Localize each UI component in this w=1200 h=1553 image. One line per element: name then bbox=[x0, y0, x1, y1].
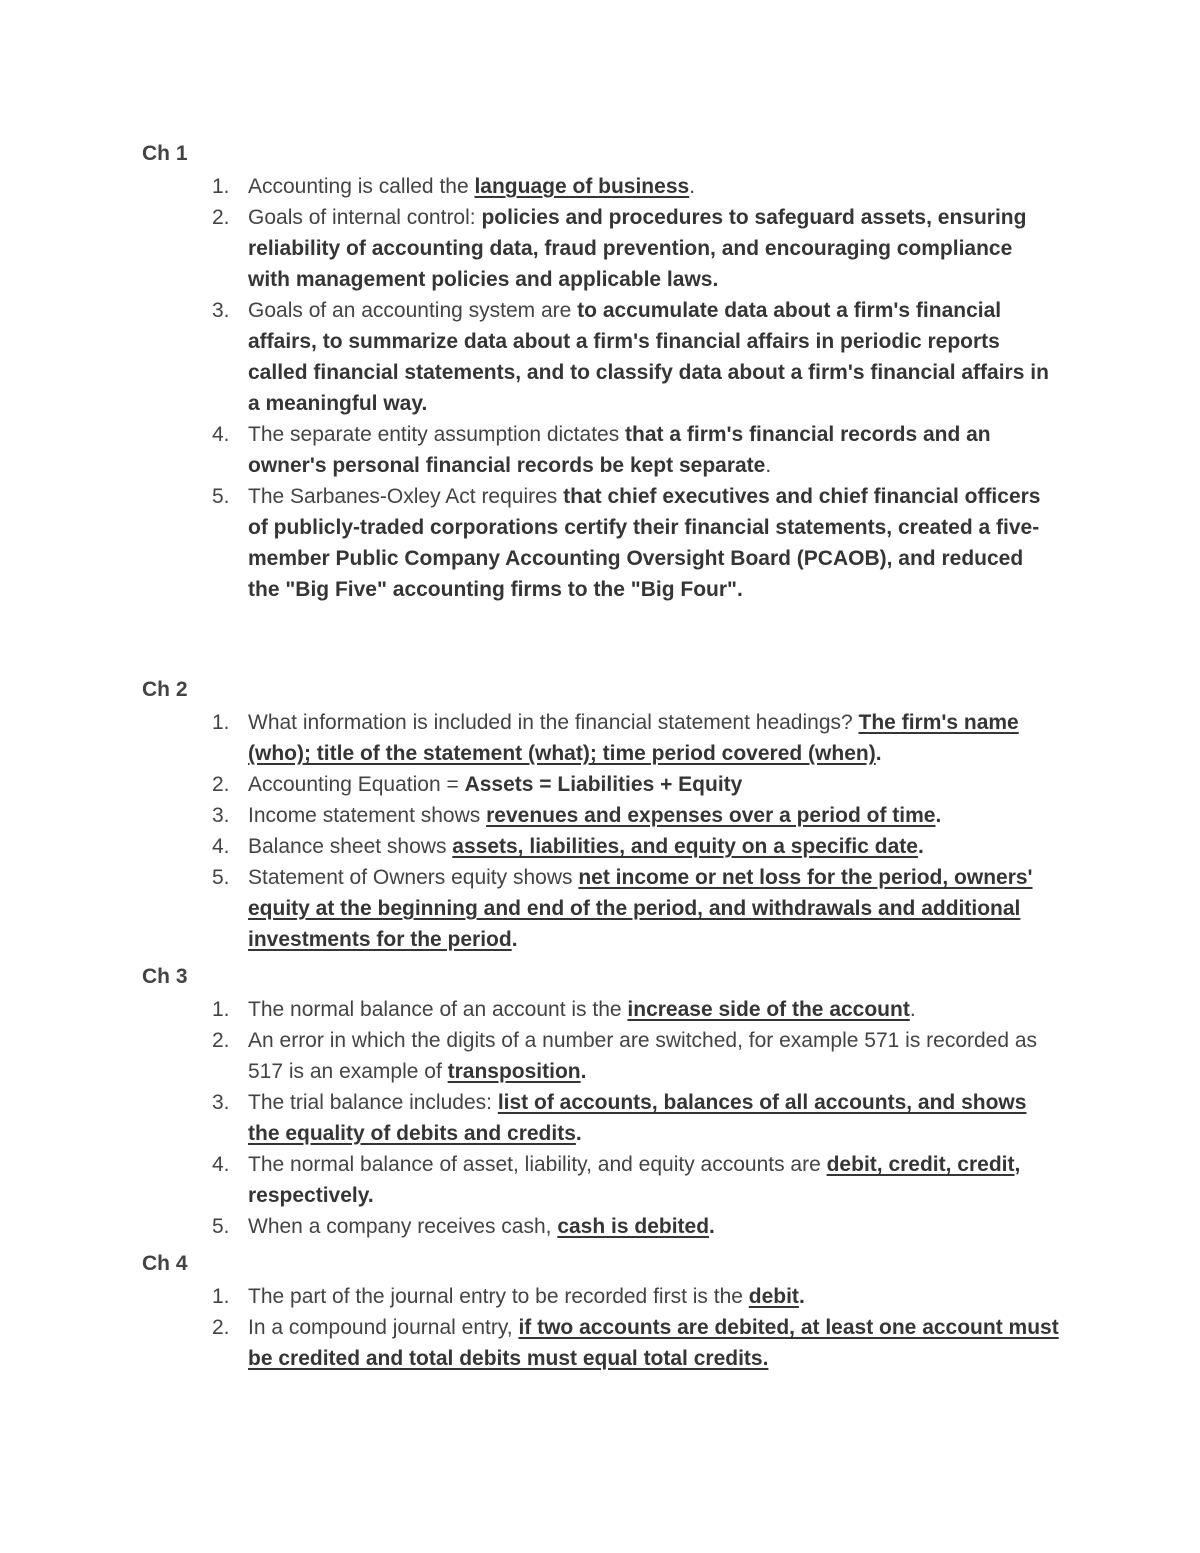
item-text: . bbox=[689, 175, 696, 198]
answer-text: revenues and expenses over a period of time bbox=[486, 804, 936, 827]
item-text: The Sarbanes-Oxley Act requires bbox=[248, 485, 564, 508]
item-number: 4. bbox=[212, 423, 230, 446]
item-number: 5. bbox=[212, 1215, 230, 1238]
list-item bbox=[0, 1087, 1060, 1149]
list-item bbox=[0, 1281, 1060, 1312]
item-text: Income statement shows bbox=[248, 804, 487, 827]
item-text: Statement of Owners equity shows bbox=[248, 866, 579, 889]
item-number: 5. bbox=[212, 485, 230, 508]
chapter-2-list bbox=[0, 707, 1200, 955]
item-text: The normal balance of an account is the bbox=[248, 998, 628, 1021]
list-item bbox=[0, 481, 1060, 605]
answer-text: language of business bbox=[474, 175, 690, 198]
item-text: The part of the journal entry to be recorded first is the bbox=[248, 1285, 749, 1308]
item-text: . bbox=[935, 804, 942, 827]
item-number: 4. bbox=[212, 1153, 230, 1176]
chapter-1-list bbox=[0, 171, 1200, 605]
item-number: 1. bbox=[212, 998, 230, 1021]
item-number: 2. bbox=[212, 206, 230, 229]
answer-text: that a firm's financial records and an owner's personal financial records be kept separate bbox=[248, 423, 991, 477]
item-number: 3. bbox=[212, 804, 230, 827]
chapter-heading: Ch 3 bbox=[142, 965, 188, 988]
item-text: . bbox=[875, 742, 882, 765]
item-text: . bbox=[909, 998, 916, 1021]
chapter-4-list bbox=[0, 1281, 1200, 1374]
list-item bbox=[0, 769, 1060, 800]
chapter-3-list bbox=[0, 994, 1200, 1242]
item-number: 1. bbox=[212, 175, 230, 198]
list-item bbox=[0, 202, 1060, 295]
item-number: 3. bbox=[212, 1091, 230, 1114]
item-number: 4. bbox=[212, 835, 230, 858]
item-text: . bbox=[709, 1215, 715, 1238]
item-number: 2. bbox=[212, 1029, 230, 1052]
answer-text: debit bbox=[748, 1285, 799, 1308]
list-item bbox=[0, 171, 1060, 202]
answer-text: debit, credit, credit bbox=[826, 1153, 1015, 1176]
list-item bbox=[0, 707, 1060, 769]
item-number: 5. bbox=[212, 866, 230, 889]
chapter-heading: Ch 4 bbox=[142, 1252, 188, 1275]
item-text: . bbox=[511, 928, 518, 951]
item-text: . bbox=[765, 454, 772, 477]
item-text: Accounting is called the bbox=[248, 175, 475, 198]
item-number: 1. bbox=[212, 1285, 230, 1308]
item-text: . bbox=[575, 1122, 582, 1145]
list-item bbox=[0, 994, 1060, 1025]
item-text: The separate entity assumption dictates bbox=[248, 423, 626, 446]
answer-text: Assets = Liabilities + Equity bbox=[464, 773, 743, 796]
answer-text: that chief executives and chief financial officers of publicly-traded corporations certify their financial statements, created a five-member Public Company Accounting Oversight Board (PCAOB), and reduced the "Big Five" accounting firms to the "Big Four". bbox=[248, 485, 1041, 601]
item-text: , respectively. bbox=[248, 1153, 1021, 1207]
answer-text: cash is debited bbox=[557, 1215, 710, 1238]
answer-text: if two accounts are debited, at least one account must be credited and total debits must equal total credits. bbox=[248, 1316, 1059, 1370]
item-number: 2. bbox=[212, 1316, 230, 1339]
item-text: Goals of an accounting system are bbox=[248, 299, 578, 322]
list-item bbox=[0, 1312, 1060, 1374]
item-text: In a compound journal entry, bbox=[248, 1316, 519, 1339]
item-number: 2. bbox=[212, 773, 230, 796]
list-item bbox=[0, 419, 1060, 481]
answer-text: net income or net loss for the period, owners' equity at the beginning and end of the period, and withdrawals and additional investments for the period bbox=[248, 866, 1033, 951]
list-item bbox=[0, 862, 1060, 955]
item-text: Goals of internal control: bbox=[248, 206, 482, 229]
item-text: . bbox=[917, 835, 924, 858]
answer-text: policies and procedures to safeguard assets, ensuring reliability of accounting data, fraud prevention, and encouraging compliance with management policies and applicable laws. bbox=[248, 206, 1027, 291]
answer-text: assets, liabilities, and equity on a specific date bbox=[452, 835, 918, 858]
answer-text: list of accounts, balances of all accounts, and shows the equality of debits and credits bbox=[248, 1091, 1027, 1145]
item-text: . bbox=[798, 1285, 805, 1308]
item-text: What information is included in the financial statement headings? bbox=[248, 711, 859, 734]
list-item bbox=[0, 1025, 1060, 1087]
answer-text: The firm's name (who); title of the statement (what); time period covered (when) bbox=[248, 711, 1019, 765]
answer-text: transposition bbox=[447, 1060, 581, 1083]
item-text: Accounting Equation = bbox=[248, 773, 465, 796]
answer-text: increase side of the account bbox=[627, 998, 910, 1021]
list-item bbox=[0, 831, 1060, 862]
item-text: Balance sheet shows bbox=[248, 835, 453, 858]
item-text: . bbox=[580, 1060, 587, 1083]
item-text: When a company receives cash, bbox=[248, 1215, 558, 1238]
answer-text: to accumulate data about a firm's financial affairs, to summarize data about a firm's financial affairs in periodic reports called financial statements, and to classify data about a firm's financial affairs in a meaningful way. bbox=[248, 299, 1049, 415]
item-text: The trial balance includes: bbox=[248, 1091, 498, 1114]
list-item bbox=[0, 1211, 1060, 1242]
item-number: 3. bbox=[212, 299, 230, 322]
chapter-heading: Ch 2 bbox=[142, 678, 188, 701]
list-item bbox=[0, 295, 1060, 419]
list-item bbox=[0, 1149, 1060, 1211]
item-number: 1. bbox=[212, 711, 230, 734]
item-text: An error in which the digits of a number are switched, for example 571 is recorded as 517 is an example of bbox=[248, 1029, 1038, 1083]
list-item bbox=[0, 800, 1060, 831]
chapter-heading: Ch 1 bbox=[142, 142, 188, 165]
item-text: The normal balance of asset, liability, and equity accounts are bbox=[248, 1153, 827, 1176]
